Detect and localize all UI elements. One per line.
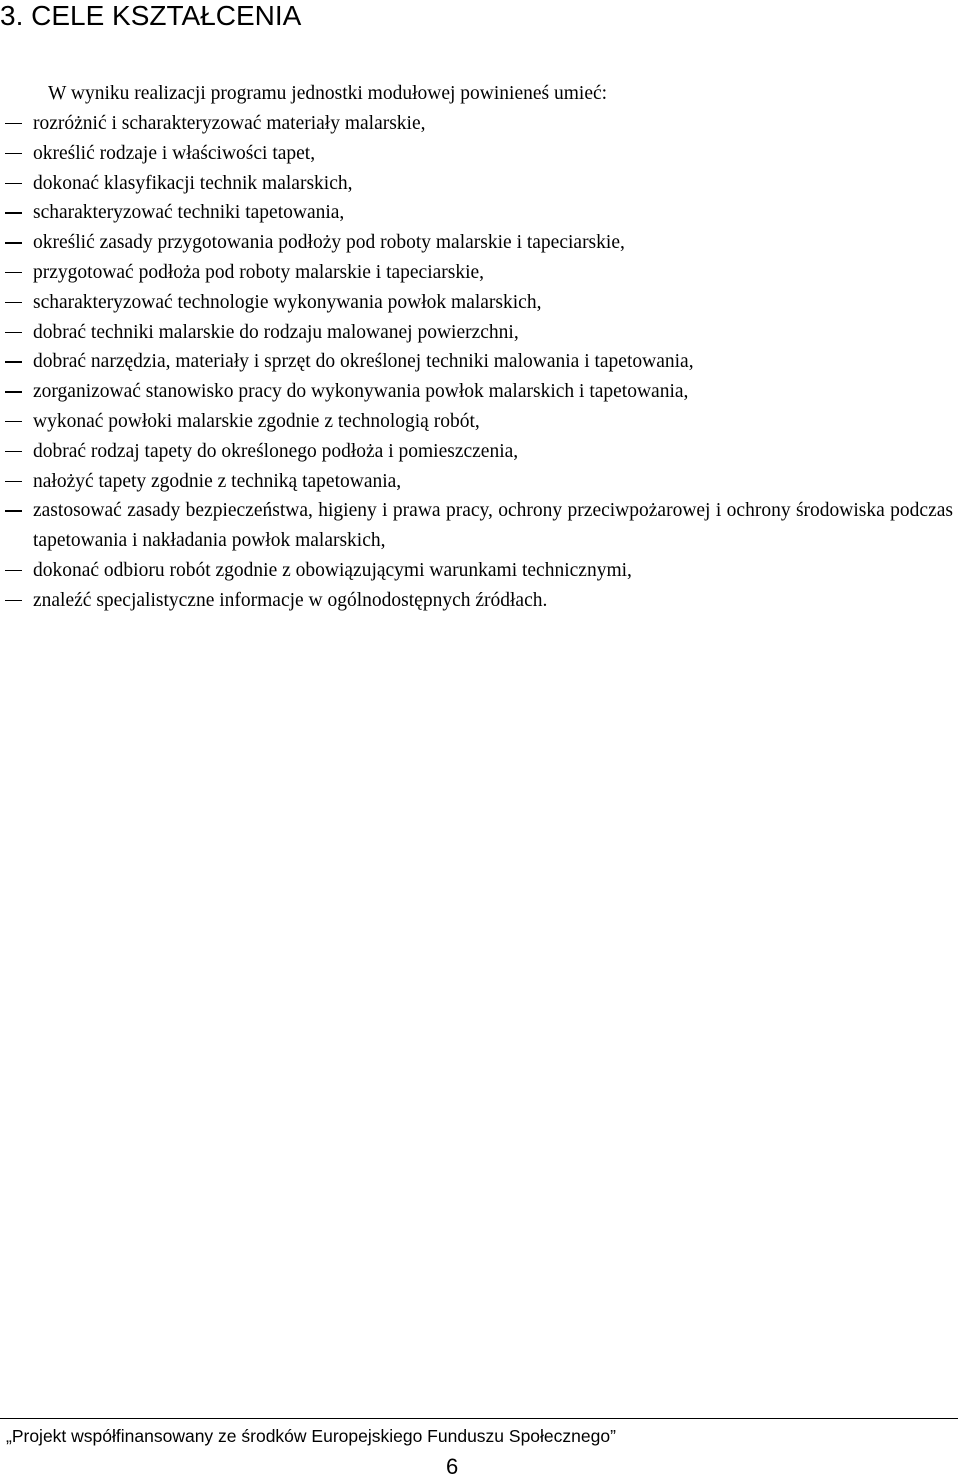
list-item-text: przygotować podłoża pod roboty malarskie i tapeciarskie, [33,261,485,283]
list-item [0,407,953,437]
dash-bullet-icon [5,570,22,571]
dash-bullet-icon [5,481,22,482]
footer-funding-note: „Projekt współfinansowany ze środków Europejskiego Funduszu Społecznego” [6,1426,616,1446]
list-item-text: dobrać narzędzia, materiały i sprzęt do określonej techniki malowania i tapetowania, [33,351,694,373]
dash-bullet-icon [5,183,22,184]
list-item [0,258,953,288]
list-item-text: określić zasady przygotowania podłoży pod roboty malarskie i tapeciarskie, [33,232,625,254]
dash-bullet-icon [5,361,22,362]
list-item-text: dokonać klasyfikacji technik malarskich, [33,172,353,194]
list-item [0,198,953,228]
list-item [0,288,953,318]
list-item-text: rozróżnić i scharakteryzować materiały malarskie, [33,113,426,134]
list-item-text: dobrać rodzaj tapety do określonego podłoża i pomieszczenia, [33,440,519,462]
list-item-text: znaleźć specjalistyczne informacje w ogólnodostępnych źródłach. [33,589,548,611]
dash-bullet-icon [5,212,22,213]
footer-divider [0,1418,958,1419]
dash-bullet-icon [5,153,22,154]
dash-bullet-icon [5,272,22,273]
list-item-text: dobrać techniki malarskie do rodzaju malowanej powierzchni, [33,321,519,343]
list-item-text: wykonać powłoki malarskie zgodnie z technologią robót, [33,410,480,432]
goals-list [0,109,953,616]
list-item [0,228,953,258]
dash-bullet-icon [5,421,22,422]
list-item [0,586,953,616]
dash-bullet-icon [5,600,22,601]
list-item-text: zastosować zasady bezpieczeństwa, higieny i prawa pracy, ochrony przeciwpożarowej i ochrony środowiska podczas tapetowania i nakładania powłok malarskich, [33,500,953,552]
list-item [0,109,953,139]
list-item-text: określić rodzaje i właściwości tapet, [33,142,316,164]
list-item [0,347,953,377]
list-item [0,496,953,556]
list-item-text: scharakteryzować technologie wykonywania powłok malarskich, [33,291,542,313]
dash-bullet-icon [5,332,22,333]
intro-text: W wyniku realizacji programu jednostki modułowej powinieneś umieć: [48,83,608,104]
list-item [0,318,953,348]
dash-bullet-icon [5,302,22,303]
dash-bullet-icon [5,391,22,392]
dash-bullet-icon [5,242,22,243]
list-item-text: zorganizować stanowisko pracy do wykonywania powłok malarskich i tapetowania, [33,381,689,403]
list-item-text: dokonać odbioru robót zgodnie z obowiązującymi warunkami technicznymi, [33,559,632,581]
list-item [0,437,953,467]
list-item [0,377,953,407]
section-heading: 3. CELE KSZTAŁCENIA [0,0,302,31]
list-item [0,556,953,586]
page-number: 6 [446,1454,459,1479]
dash-bullet-icon [5,123,22,124]
list-item-text: nałożyć tapety zgodnie z techniką tapetowania, [33,470,402,492]
dash-bullet-icon [5,451,22,452]
list-item [0,169,953,199]
list-item-text: scharakteryzować techniki tapetowania, [33,202,345,224]
dash-bullet-icon [5,510,22,511]
list-item [0,467,953,497]
list-item [0,139,953,169]
